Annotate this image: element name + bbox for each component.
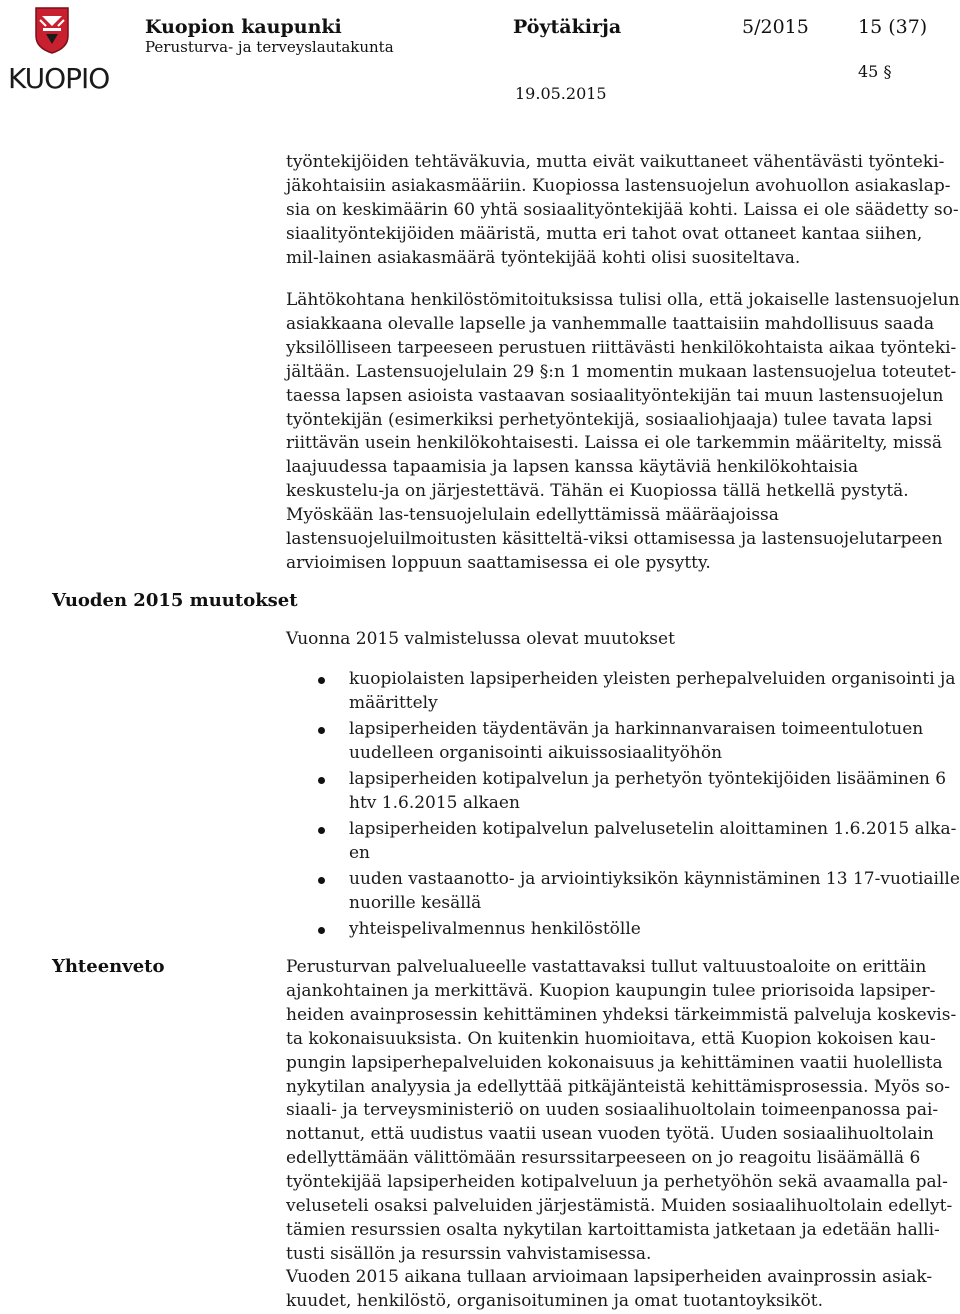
list-item — [286, 768, 960, 816]
list-item — [286, 868, 960, 916]
list-item-text: uuden vastaanotto- ja arviointiyksikön käynnistäminen 13 17-vuotiaille nuorille kesällä — [349, 869, 960, 913]
paragraph-text: Vuonna 2015 valmistelussa olevat muutokset — [286, 629, 675, 649]
bullet-icon — [318, 877, 325, 884]
document-type: Pöytäkirja — [513, 16, 622, 38]
organization-name: Kuopion kaupunki — [145, 16, 342, 38]
kuopio-logo — [4, 4, 110, 100]
list-item-text: lapsiperheiden kotipalvelun palvelusetelin aloittaminen 1.6.2015 alka-en — [349, 819, 957, 863]
list-item — [286, 818, 960, 866]
list-item-text: yhteispelivalmennus henkilöstölle — [349, 919, 641, 939]
paragraph-text: työntekijöiden tehtäväkuvia, mutta eivät vaikuttaneet vähentävästi työnteki-jäkohtaisiin asiakasmääriin. Kuopiossa lastensuojelun avohuollon asiakaslap-sia on keskimäärin 60 yhtä sosiaalityöntekijää kohti. Laissa ei ole säädetty so-siaalityöntekijöiden määristä, mutta eri tahot ovat ottaneet kantaa siihen, mil-lainen asiakasmäärä työntekijää kohti olisi suositeltava. — [286, 152, 959, 268]
paragraph-text: Vuoden 2015 aikana tullaan arvioimaan lapsiperheiden avainprossin asiak-kuudet, henkilöstö, organisoituminen ja omat tuotantoyksiköt. — [286, 1267, 933, 1311]
list-item-text: kuopiolaisten lapsiperheiden yleisten perhepalveluiden organisointi ja määrittely — [349, 669, 956, 713]
bullet-icon — [318, 777, 325, 784]
summary-closing-paragraph — [286, 1266, 960, 1314]
meeting-date: 19.05.2015 — [515, 84, 607, 103]
summary-paragraph — [286, 956, 960, 1267]
list-item — [286, 668, 960, 716]
logo-wordmark: KUOPIO — [8, 62, 110, 95]
changes-intro — [286, 628, 960, 652]
list-item — [286, 718, 960, 766]
city-crest-icon — [34, 6, 70, 54]
paragraph-text: Lähtökohtana henkilöstömitoituksissa tulisi olla, että jokaiselle lastensuojelun asiakkaana olevalle lapselle ja vanhemmalle taattaisiin mahdollisuus saada yksilölliseen tarpeeseen perustuen riittävästi henkilökohtaista aikaa työnteki-jältään. Lastensuojelulain 29 §:n 1 momentin mukaan lastensuojelua toteutet-taessa lapsen asioista vastaavan sosiaalityöntekijän tai muun lastensuojelun työntekijän (esimerkiksi perhetyöntekijä, sosiaaliohjaaja) tulee tavata lapsi riittävän usein henkilökohtaisesti. Laissa ei ole tarkemmin määritelty, missä laajuudessa tapaamisia ja lapsen kanssa käytäviä henkilökohtaisia keskustelu-ja on järjestettävä. Tähän ei Kuopiossa tällä hetkellä pystytä. Myöskään las-tensuojelulain edellyttämissä määräajoissa lastensuojeluilmoitusten käsitteltä-viksi ottamisessa ja lastensuojelutarpeen arvioimisen loppuun saattamisessa ei ole pysytty. — [286, 290, 960, 573]
document-number: 5/2015 — [742, 16, 809, 38]
section-number: 45 § — [858, 62, 892, 81]
bullet-icon — [318, 827, 325, 834]
board-name: Perusturva- ja terveyslautakunta — [145, 38, 394, 56]
bullet-icon — [318, 727, 325, 734]
list-item-text: lapsiperheiden täydentävän ja harkinnanvaraisen toimeentulotuen uudelleen organisointi aikuissosiaalityöhön — [349, 719, 924, 763]
paragraph-staffing — [286, 151, 960, 271]
page-header — [0, 0, 960, 110]
section-heading-summary: Yhteenveto — [52, 956, 165, 977]
bullet-icon — [318, 927, 325, 934]
paragraph-text: Perusturvan palvelualueelle vastattavaksi tullut valtuustoaloite on erittäin ajankohtainen ja merkittävä. Kuopion kaupungin tulee priorisoida lapsiper-heiden avainprosessin kehittäminen yhdeksi tärkeimmistä palveluja koskevis-ta kokonaisuuksista. On kuitenkin huomioitava, että Kuopion kokoisen kau-pungin lapsiperhepalveluiden kokonaisuus ja kehittäminen vaatii huolellista nykytilan analyysia ja edellyttää pitkäjänteistä kehittämisprosessia. Myös so-siaali- ja terveysministeriö on uuden sosiaalihuoltolain toimeenpanossa pai-nottanut, että uudistus vaatii usean vuoden työtä. Uuden sosiaalihuoltolain edellyttämään välittömään resurssitarpeeseen on jo reagoitu lisäämällä 6 työntekijää lapsiperheiden kotipalveluun ja perhetyöhön sekä avaamalla pal-veluseteli osaksi palveluiden järjestämistä. Muiden sosiaalihuoltolain edellyt-tämien resurssien osalta nykytilan kartoittamista jatketaan ja edetään halli-tusti sisällön ja resurssin vahvistamisessa. — [286, 957, 957, 1264]
list-item — [286, 918, 960, 942]
bullet-icon — [318, 677, 325, 684]
changes-list — [286, 668, 960, 944]
list-item-text: lapsiperheiden kotipalvelun ja perhetyön työntekijöiden lisääminen 6 htv 1.6.2015 alkaen — [349, 769, 947, 813]
paragraph-baseline — [286, 289, 960, 576]
section-heading-changes: Vuoden 2015 muutokset — [52, 590, 298, 611]
page-number: 15 (37) — [858, 16, 928, 38]
